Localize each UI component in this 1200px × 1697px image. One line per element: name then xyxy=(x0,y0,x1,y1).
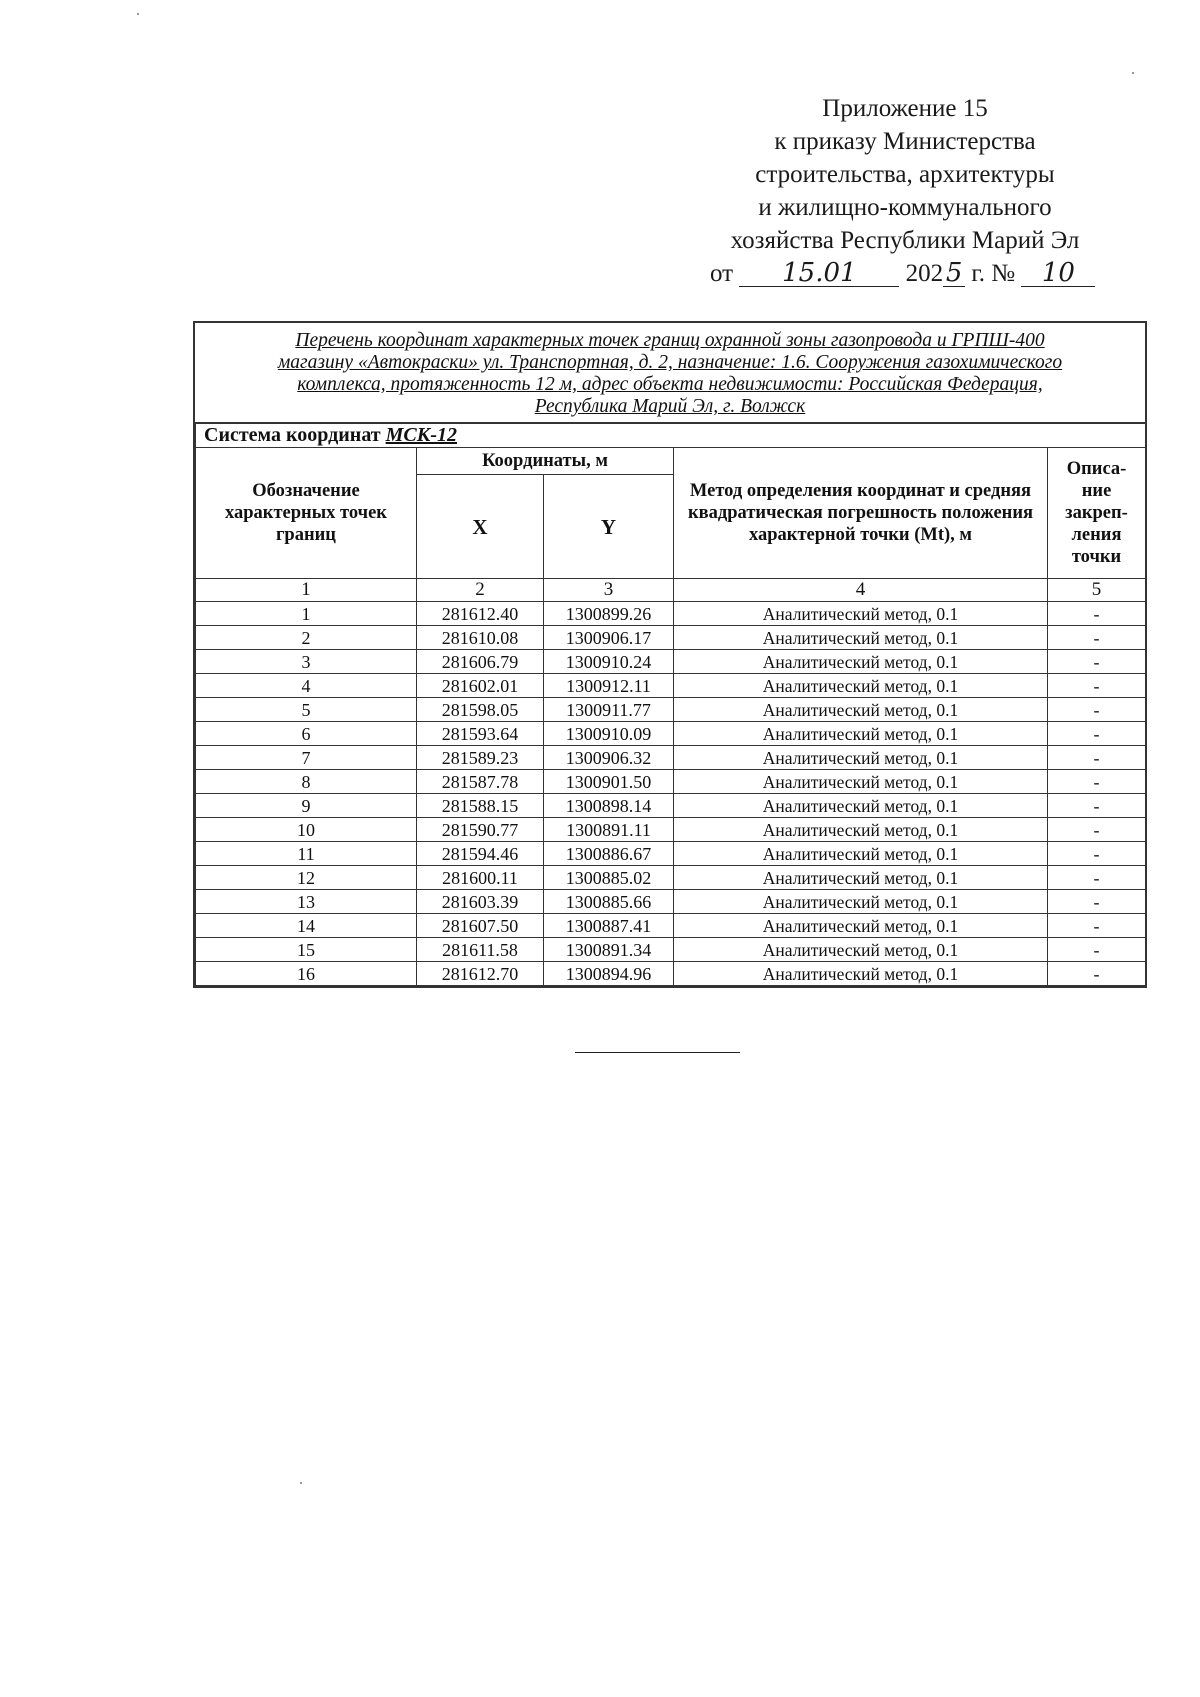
method-cell: Аналитический метод, 0.1 xyxy=(674,842,1048,866)
x-cell: 281593.64 xyxy=(417,722,544,746)
order-date-line xyxy=(690,257,1120,290)
table-row xyxy=(196,770,1146,794)
y-cell: 1300894.96 xyxy=(544,962,674,986)
description-cell: - xyxy=(1048,770,1146,794)
annex-line-1: Приложение 15 xyxy=(822,95,988,122)
description-cell: - xyxy=(1048,938,1146,962)
x-cell: 281603.39 xyxy=(417,890,544,914)
x-cell: 281594.46 xyxy=(417,842,544,866)
point-cell: 12 xyxy=(196,866,417,890)
description-cell: - xyxy=(1048,722,1146,746)
coordinates-table-frame xyxy=(193,321,1147,988)
year-suffix: г. № xyxy=(971,260,1016,287)
description-cell: - xyxy=(1048,626,1146,650)
method-cell: Аналитический метод, 0.1 xyxy=(674,890,1048,914)
x-cell: 281611.58 xyxy=(417,938,544,962)
header-description: Описа- ние закреп- ления точки xyxy=(1048,448,1146,579)
y-cell: 1300885.02 xyxy=(544,866,674,890)
table-row xyxy=(196,914,1146,938)
method-cell: Аналитический метод, 0.1 xyxy=(674,674,1048,698)
x-cell: 281610.08 xyxy=(417,626,544,650)
method-cell: Аналитический метод, 0.1 xyxy=(674,626,1048,650)
header-row-1 xyxy=(196,448,1146,475)
point-cell: 5 xyxy=(196,698,417,722)
column-number-4: 4 xyxy=(674,579,1048,602)
scan-speck xyxy=(137,13,139,15)
caption-line-2: магазину «Автокраски» ул. Транспортная, д. 2, назначение: 1.6. Сооружения газохимического xyxy=(277,352,1063,373)
x-cell: 281607.50 xyxy=(417,914,544,938)
annex-line-4: и жилищно-коммунального xyxy=(758,194,1052,221)
point-cell: 4 xyxy=(196,674,417,698)
y-cell: 1300901.50 xyxy=(544,770,674,794)
column-number-row xyxy=(196,579,1146,602)
handwritten-year-digit: 5 xyxy=(943,260,965,287)
table-row xyxy=(196,962,1146,986)
coordinate-system-value: МСК-12 xyxy=(385,424,457,446)
method-cell: Аналитический метод, 0.1 xyxy=(674,650,1048,674)
x-cell: 281606.79 xyxy=(417,650,544,674)
annex-heading xyxy=(690,92,1120,290)
coordinate-system-row xyxy=(196,424,1146,448)
table-row xyxy=(196,602,1146,626)
header-method: Метод определения координат и средняя квадратическая погрешность положения характерной точки (Mt), м xyxy=(674,448,1048,579)
y-cell: 1300885.66 xyxy=(544,890,674,914)
column-number-5: 5 xyxy=(1048,579,1146,602)
table-row xyxy=(196,938,1146,962)
point-cell: 9 xyxy=(196,794,417,818)
x-cell: 281602.01 xyxy=(417,674,544,698)
table-row xyxy=(196,818,1146,842)
table-row xyxy=(196,746,1146,770)
table-row xyxy=(196,794,1146,818)
coordinates-table xyxy=(195,424,1146,986)
table-row xyxy=(196,842,1146,866)
point-cell: 16 xyxy=(196,962,417,986)
x-cell: 281598.05 xyxy=(417,698,544,722)
y-cell: 1300906.32 xyxy=(544,746,674,770)
end-divider xyxy=(575,1052,740,1053)
point-cell: 1 xyxy=(196,602,417,626)
year-prefix: 202 xyxy=(905,260,944,287)
method-cell: Аналитический метод, 0.1 xyxy=(674,746,1048,770)
description-cell: - xyxy=(1048,650,1146,674)
header-y: Y xyxy=(544,475,674,579)
table-row xyxy=(196,626,1146,650)
x-cell: 281612.40 xyxy=(417,602,544,626)
x-cell: 281588.15 xyxy=(417,794,544,818)
point-cell: 14 xyxy=(196,914,417,938)
method-cell: Аналитический метод, 0.1 xyxy=(674,602,1048,626)
method-cell: Аналитический метод, 0.1 xyxy=(674,770,1048,794)
annex-line-5: хозяйства Республики Марий Эл xyxy=(730,227,1080,254)
description-cell: - xyxy=(1048,674,1146,698)
handwritten-order-number: 10 xyxy=(1021,260,1095,287)
method-cell: Аналитический метод, 0.1 xyxy=(674,962,1048,986)
x-cell: 281612.70 xyxy=(417,962,544,986)
header-coordinates: Координаты, м xyxy=(417,448,674,475)
column-number-2: 2 xyxy=(417,579,544,602)
scan-speck xyxy=(300,1482,302,1484)
y-cell: 1300911.77 xyxy=(544,698,674,722)
x-cell: 281600.11 xyxy=(417,866,544,890)
point-cell: 7 xyxy=(196,746,417,770)
table-row xyxy=(196,674,1146,698)
method-cell: Аналитический метод, 0.1 xyxy=(674,938,1048,962)
description-cell: - xyxy=(1048,602,1146,626)
handwritten-date: 15.01 xyxy=(739,260,899,287)
point-cell: 6 xyxy=(196,722,417,746)
y-cell: 1300886.67 xyxy=(544,842,674,866)
y-cell: 1300906.17 xyxy=(544,626,674,650)
caption-line-3: комплекса, протяженность 12 м, адрес объекта недвижимости: Российская Федерация, xyxy=(297,374,1043,395)
point-cell: 3 xyxy=(196,650,417,674)
header-x: X xyxy=(417,475,544,579)
y-cell: 1300891.11 xyxy=(544,818,674,842)
table-row xyxy=(196,866,1146,890)
y-cell: 1300891.34 xyxy=(544,938,674,962)
coordinate-system-cell xyxy=(196,424,1146,448)
point-cell: 15 xyxy=(196,938,417,962)
date-prefix: от xyxy=(710,260,734,287)
y-cell: 1300910.09 xyxy=(544,722,674,746)
x-cell: 281587.78 xyxy=(417,770,544,794)
description-cell: - xyxy=(1048,914,1146,938)
coordinate-rows xyxy=(196,602,1146,986)
annex-line-3: строительства, архитектуры xyxy=(755,161,1055,188)
point-cell: 11 xyxy=(196,842,417,866)
description-cell: - xyxy=(1048,746,1146,770)
method-cell: Аналитический метод, 0.1 xyxy=(674,866,1048,890)
point-cell: 8 xyxy=(196,770,417,794)
method-cell: Аналитический метод, 0.1 xyxy=(674,794,1048,818)
header-point-designation: Обозначение характерных точек границ xyxy=(196,448,417,579)
description-cell: - xyxy=(1048,962,1146,986)
y-cell: 1300899.26 xyxy=(544,602,674,626)
table-row xyxy=(196,722,1146,746)
table-row xyxy=(196,650,1146,674)
description-cell: - xyxy=(1048,794,1146,818)
coordinate-system-label: Система координат xyxy=(204,424,381,446)
method-cell: Аналитический метод, 0.1 xyxy=(674,818,1048,842)
x-cell: 281589.23 xyxy=(417,746,544,770)
method-cell: Аналитический метод, 0.1 xyxy=(674,722,1048,746)
table-row xyxy=(196,698,1146,722)
method-cell: Аналитический метод, 0.1 xyxy=(674,698,1048,722)
method-cell: Аналитический метод, 0.1 xyxy=(674,914,1048,938)
x-cell: 281590.77 xyxy=(417,818,544,842)
description-cell: - xyxy=(1048,866,1146,890)
point-cell: 2 xyxy=(196,626,417,650)
caption-line-1: Перечень координат характерных точек границ охранной зоны газопровода и ГРПШ-400 xyxy=(295,330,1045,351)
scan-speck xyxy=(1132,72,1134,74)
table-row xyxy=(196,890,1146,914)
y-cell: 1300887.41 xyxy=(544,914,674,938)
description-cell: - xyxy=(1048,890,1146,914)
column-number-1: 1 xyxy=(196,579,417,602)
y-cell: 1300910.24 xyxy=(544,650,674,674)
y-cell: 1300912.11 xyxy=(544,674,674,698)
description-cell: - xyxy=(1048,698,1146,722)
annex-line-2: к приказу Министерства xyxy=(774,128,1036,155)
y-cell: 1300898.14 xyxy=(544,794,674,818)
column-number-3: 3 xyxy=(544,579,674,602)
caption-line-4: Республика Марий Эл, г. Волжск xyxy=(534,396,806,417)
table-caption xyxy=(195,323,1145,424)
point-cell: 13 xyxy=(196,890,417,914)
description-cell: - xyxy=(1048,818,1146,842)
point-cell: 10 xyxy=(196,818,417,842)
description-cell: - xyxy=(1048,842,1146,866)
